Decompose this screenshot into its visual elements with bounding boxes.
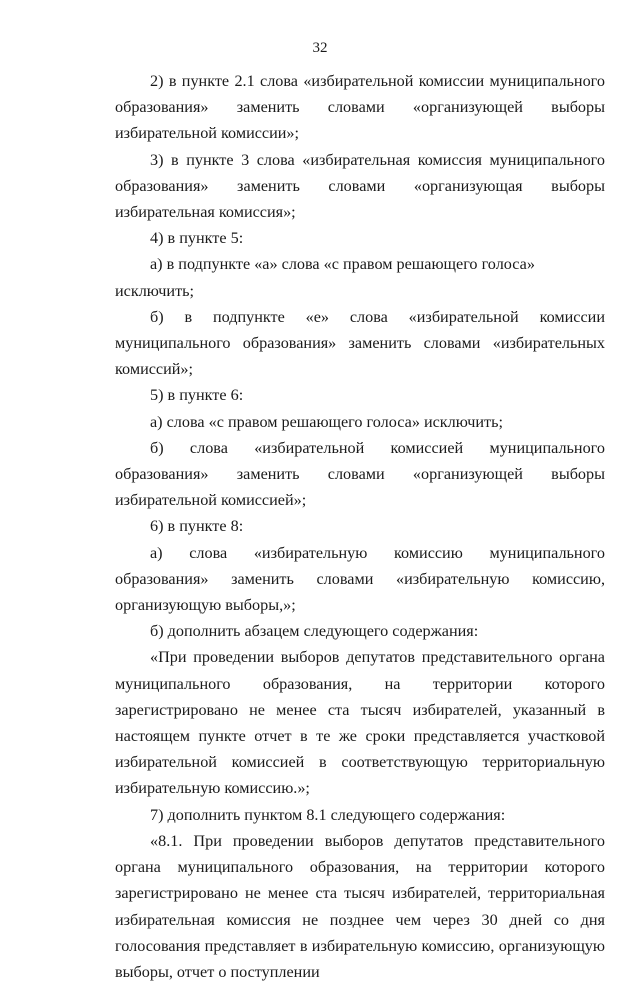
paragraph: а) в подпункте «а» слова «с правом решающего голоса» исключить; <box>115 255 535 300</box>
paragraph: а) слова «с правом решающего голоса» исключить; <box>150 412 503 431</box>
paragraph: а) слова «избирательную комиссию муниципального образования» заменить словами «избирательную комиссию, организующую выборы,»; <box>115 543 605 615</box>
paragraph: 3) в пункте 3 слова «избирательная комиссия муниципального образования» заменить словами «организующая выборы избирательная комиссия»; <box>115 150 605 222</box>
paragraph: 6) в пункте 8: <box>150 517 244 536</box>
page-number: 32 <box>312 40 328 56</box>
document-body <box>115 68 605 985</box>
paragraph: «При проведении выборов депутатов представительного органа муниципального образования, на территории которого зарегистрировано не менее ста тысяч избирателей, указанный в настоящем пункте отчет в те же сроки представляется участковой избирательной комиссией в соответствующую территориальную избирательную комиссию.»; <box>115 648 605 798</box>
paragraph: 5) в пункте 6: <box>150 386 244 405</box>
paragraph: б) дополнить абзацем следующего содержания: <box>150 622 479 641</box>
paragraph: 4) в пункте 5: <box>150 229 244 248</box>
paragraph: б) в подпункте «е» слова «избирательной комиссии муниципального образования» заменить словами «избирательных комиссий»; <box>115 307 605 379</box>
paragraph: б) слова «избирательной комиссией муниципального образования» заменить словами «организующей выборы избирательной комиссией»; <box>115 438 605 510</box>
paragraph: 7) дополнить пунктом 8.1 следующего содержания: <box>150 805 506 824</box>
paragraph: «8.1. При проведении выборов депутатов представительного органа муниципального образования, на территории которого зарегистрировано не менее ста тысяч избирателей, территориальная избирательная комиссия не позднее чем через 30 дней со дня голосования представляет в избирательную комиссию, организующую выборы, отчет о поступлении <box>115 831 605 981</box>
paragraph: 2) в пункте 2.1 слова «избирательной комиссии муниципального образования» заменить словами «организующей выборы избирательной комиссии»; <box>115 72 605 143</box>
